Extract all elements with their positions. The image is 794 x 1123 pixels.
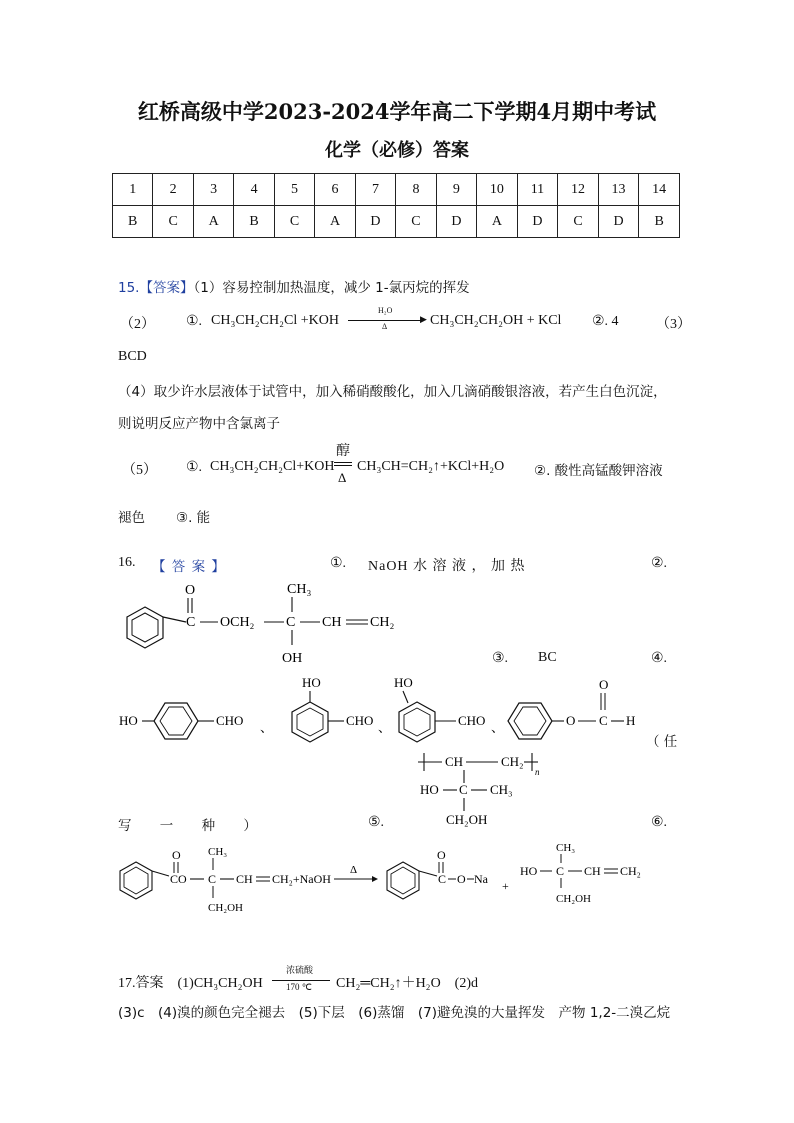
svg-text:HO: HO <box>119 713 138 728</box>
table-cell: B <box>113 206 153 238</box>
table-cell: C <box>274 206 314 238</box>
svg-text:CO: CO <box>170 872 187 886</box>
svg-text:C: C <box>208 872 217 886</box>
svg-text:CH₂+NaOH: CH₂+NaOH <box>272 872 331 886</box>
benzene-ring-icon <box>120 862 152 899</box>
svg-text:O: O <box>457 872 466 886</box>
svg-text:CH₂: CH₂ <box>620 864 641 878</box>
table-cell: C <box>396 206 436 238</box>
atom-label: OH <box>282 651 303 666</box>
table-cell: 8 <box>396 174 436 206</box>
atom-label: O <box>185 583 196 598</box>
table-row-answers <box>113 206 680 238</box>
q15-p5-reactants: CH₃CH₂CH₂Cl+KOH <box>210 459 335 474</box>
table-cell: D <box>355 206 395 238</box>
svg-text:CHO: CHO <box>216 713 244 728</box>
table-cell: 1 <box>113 174 153 206</box>
svg-text:CHO: CHO <box>346 713 374 728</box>
table-cell: 9 <box>436 174 476 206</box>
q15-answer-label: 15.【答案】 <box>118 280 194 296</box>
q16-circle4: ④. <box>651 651 668 666</box>
q16-c3-text: BC <box>538 650 557 665</box>
answer-table <box>112 173 680 238</box>
q15-p4-line2: 则说明反应产物中含氯离子 <box>118 416 280 432</box>
table-cell: D <box>598 206 639 238</box>
q16-circle2: ②. <box>651 556 668 571</box>
equals-sign <box>334 462 352 466</box>
table-cell: 14 <box>639 174 680 206</box>
q15-p2-prefix: （2） <box>120 317 155 332</box>
svg-text:C: C <box>599 713 608 728</box>
table-cell: 13 <box>598 174 639 206</box>
svg-text:CH₂OH: CH₂OH <box>556 893 592 905</box>
atom-label: C <box>186 615 196 630</box>
svg-text:HO: HO <box>394 675 413 690</box>
atom-label: OCH₂ <box>220 615 255 630</box>
atom-label: CH₂ <box>370 615 395 630</box>
structure-benzoate-ester <box>112 575 412 670</box>
svg-text:HO: HO <box>420 782 439 797</box>
isomer-structures <box>112 670 687 750</box>
q15-p5-cond-top: 醇 <box>336 443 350 459</box>
table-cell: 11 <box>517 174 558 206</box>
q16-label: 16. <box>118 555 136 570</box>
q15-p3-answer: BCD <box>118 349 147 364</box>
svg-text:C: C <box>556 864 565 878</box>
q15-p5-prefix: （5） <box>122 463 157 478</box>
svg-text:Δ: Δ <box>350 864 358 876</box>
atom-label: CH₃ <box>287 582 312 597</box>
q15-p2-cond-bottom: Δ <box>382 322 388 331</box>
svg-text:O: O <box>437 848 446 862</box>
q16-answer-label: 【 答 案 】 <box>152 559 226 575</box>
svg-text:CH: CH <box>584 864 601 878</box>
svg-text:CH₃: CH₃ <box>490 782 513 797</box>
q15-part1: 15.【答案】（1）容易控制加热温度，减少 1-氯丙烷的挥发 <box>118 280 470 296</box>
svg-text:O: O <box>566 713 576 728</box>
table-cell: D <box>436 206 476 238</box>
svg-text:、: 、 <box>491 720 505 735</box>
svg-text:+: + <box>502 879 509 893</box>
svg-text:HO: HO <box>520 864 538 878</box>
q15-p4-line1: （4）取少许水层液体于试管中，加入稀硝酸酸化，加入几滴硝酸银溶液，若产生白色沉淀， <box>118 384 667 400</box>
table-cell: 5 <box>274 174 314 206</box>
svg-text:C: C <box>459 782 468 797</box>
svg-text:C: C <box>438 872 447 886</box>
q17-cond-top: 浓硫酸 <box>286 966 314 976</box>
structure-polymer <box>412 745 552 830</box>
table-cell: C <box>558 206 599 238</box>
svg-text:Na: Na <box>474 872 488 886</box>
svg-text:O: O <box>599 677 609 692</box>
svg-text:CH: CH <box>445 754 464 769</box>
svg-text:CH₂OH: CH₂OH <box>208 902 244 914</box>
q15-p2-circle1: ①. <box>186 314 203 329</box>
q15-p5-circle2: ②. 酸性高锰酸钾溶液 <box>534 463 663 479</box>
q15-p5-cond-bottom: Δ <box>338 470 347 485</box>
svg-text:CH₂OH: CH₂OH <box>446 812 488 827</box>
table-cell: B <box>234 206 274 238</box>
q15-p2-products: CH₃CH₂CH₂OH + KCl <box>430 313 562 328</box>
reaction-arrow-line <box>272 980 330 981</box>
q15-p5-circle1: ①. <box>186 460 203 475</box>
svg-text:O: O <box>172 848 181 862</box>
table-cell: 3 <box>193 174 233 206</box>
table-cell: 12 <box>558 174 599 206</box>
svg-text:、: 、 <box>378 720 392 735</box>
svg-text:CHO: CHO <box>458 713 486 728</box>
table-cell: 10 <box>477 174 518 206</box>
svg-text:n: n <box>535 767 540 777</box>
q17-line1-start: 17.答案 (1)CH₃CH₂OH <box>118 976 263 991</box>
table-cell: D <box>517 206 558 238</box>
page-title: 红桥高级中学2023-2024学年高二下学期4月期中考试 <box>137 99 657 124</box>
svg-text:CH₂: CH₂ <box>501 754 524 769</box>
atom-label: CH <box>322 615 342 630</box>
q15-p2-circle2: ②. 4 <box>592 314 619 329</box>
table-cell: 7 <box>355 174 395 206</box>
benzene-ring-icon <box>387 862 419 899</box>
q15-p5-products: CH₃CH=CH₂↑+KCl+H₂O <box>357 459 505 474</box>
svg-text:CH₃: CH₃ <box>556 842 576 854</box>
q16-note-close: 写 一 种 ） <box>118 818 269 834</box>
q16-note-open: （ 任 <box>646 734 678 750</box>
svg-text:H: H <box>626 713 636 728</box>
q15-p2-reactants: CH₃CH₂CH₂Cl +KOH <box>211 313 339 328</box>
benzene-ring-icon <box>508 703 552 739</box>
table-cell: 6 <box>315 174 355 206</box>
q17-line1-end: CH₂═CH₂↑＋H₂O (2)d <box>336 976 479 991</box>
q16-circle1: ①. <box>330 556 347 571</box>
q16-circle5: ⑤. <box>368 815 385 830</box>
arrow-head-icon <box>372 876 378 882</box>
q16-c1-text: NaOH 水 溶 液 ， 加 热 <box>368 559 526 574</box>
q17-cond-bottom: 170 ℃ <box>286 982 312 992</box>
q15-p5-circle3: ③. 能 <box>176 510 211 526</box>
table-cell: 4 <box>234 174 274 206</box>
benzene-ring-icon <box>154 703 198 739</box>
q16-circle6: ⑥. <box>651 815 668 830</box>
table-cell: C <box>153 206 193 238</box>
svg-text:、: 、 <box>260 720 274 735</box>
q15-p2-cond-top: H₂O <box>378 306 393 315</box>
arrow-head-icon: ▶ <box>420 315 427 325</box>
q16-circle3: ③. <box>492 651 509 666</box>
table-row-numbers <box>113 174 680 206</box>
table-cell: A <box>315 206 355 238</box>
table-cell: A <box>193 206 233 238</box>
atom-label: C <box>286 615 296 630</box>
table-cell: 2 <box>153 174 193 206</box>
structure-hydrolysis-reaction <box>112 838 672 918</box>
svg-text:CH₃: CH₃ <box>208 846 228 858</box>
svg-text:CH: CH <box>236 872 253 886</box>
svg-text:HO: HO <box>302 675 321 690</box>
q15-p5-line2: 褪色 <box>118 510 145 526</box>
table-cell: A <box>477 206 518 238</box>
page-subtitle: 化学（必修）答案 <box>325 140 469 161</box>
reaction-arrow-line <box>348 320 424 321</box>
q17-line2: (3)c (4)溴的颜色完全褪去 (5)下层 (6)蒸馏 (7)避免溴的大量挥发 产物 1,2-二溴乙烷 <box>118 1005 671 1021</box>
q15-p3-prefix: （3） <box>656 317 691 332</box>
table-cell: B <box>639 206 680 238</box>
